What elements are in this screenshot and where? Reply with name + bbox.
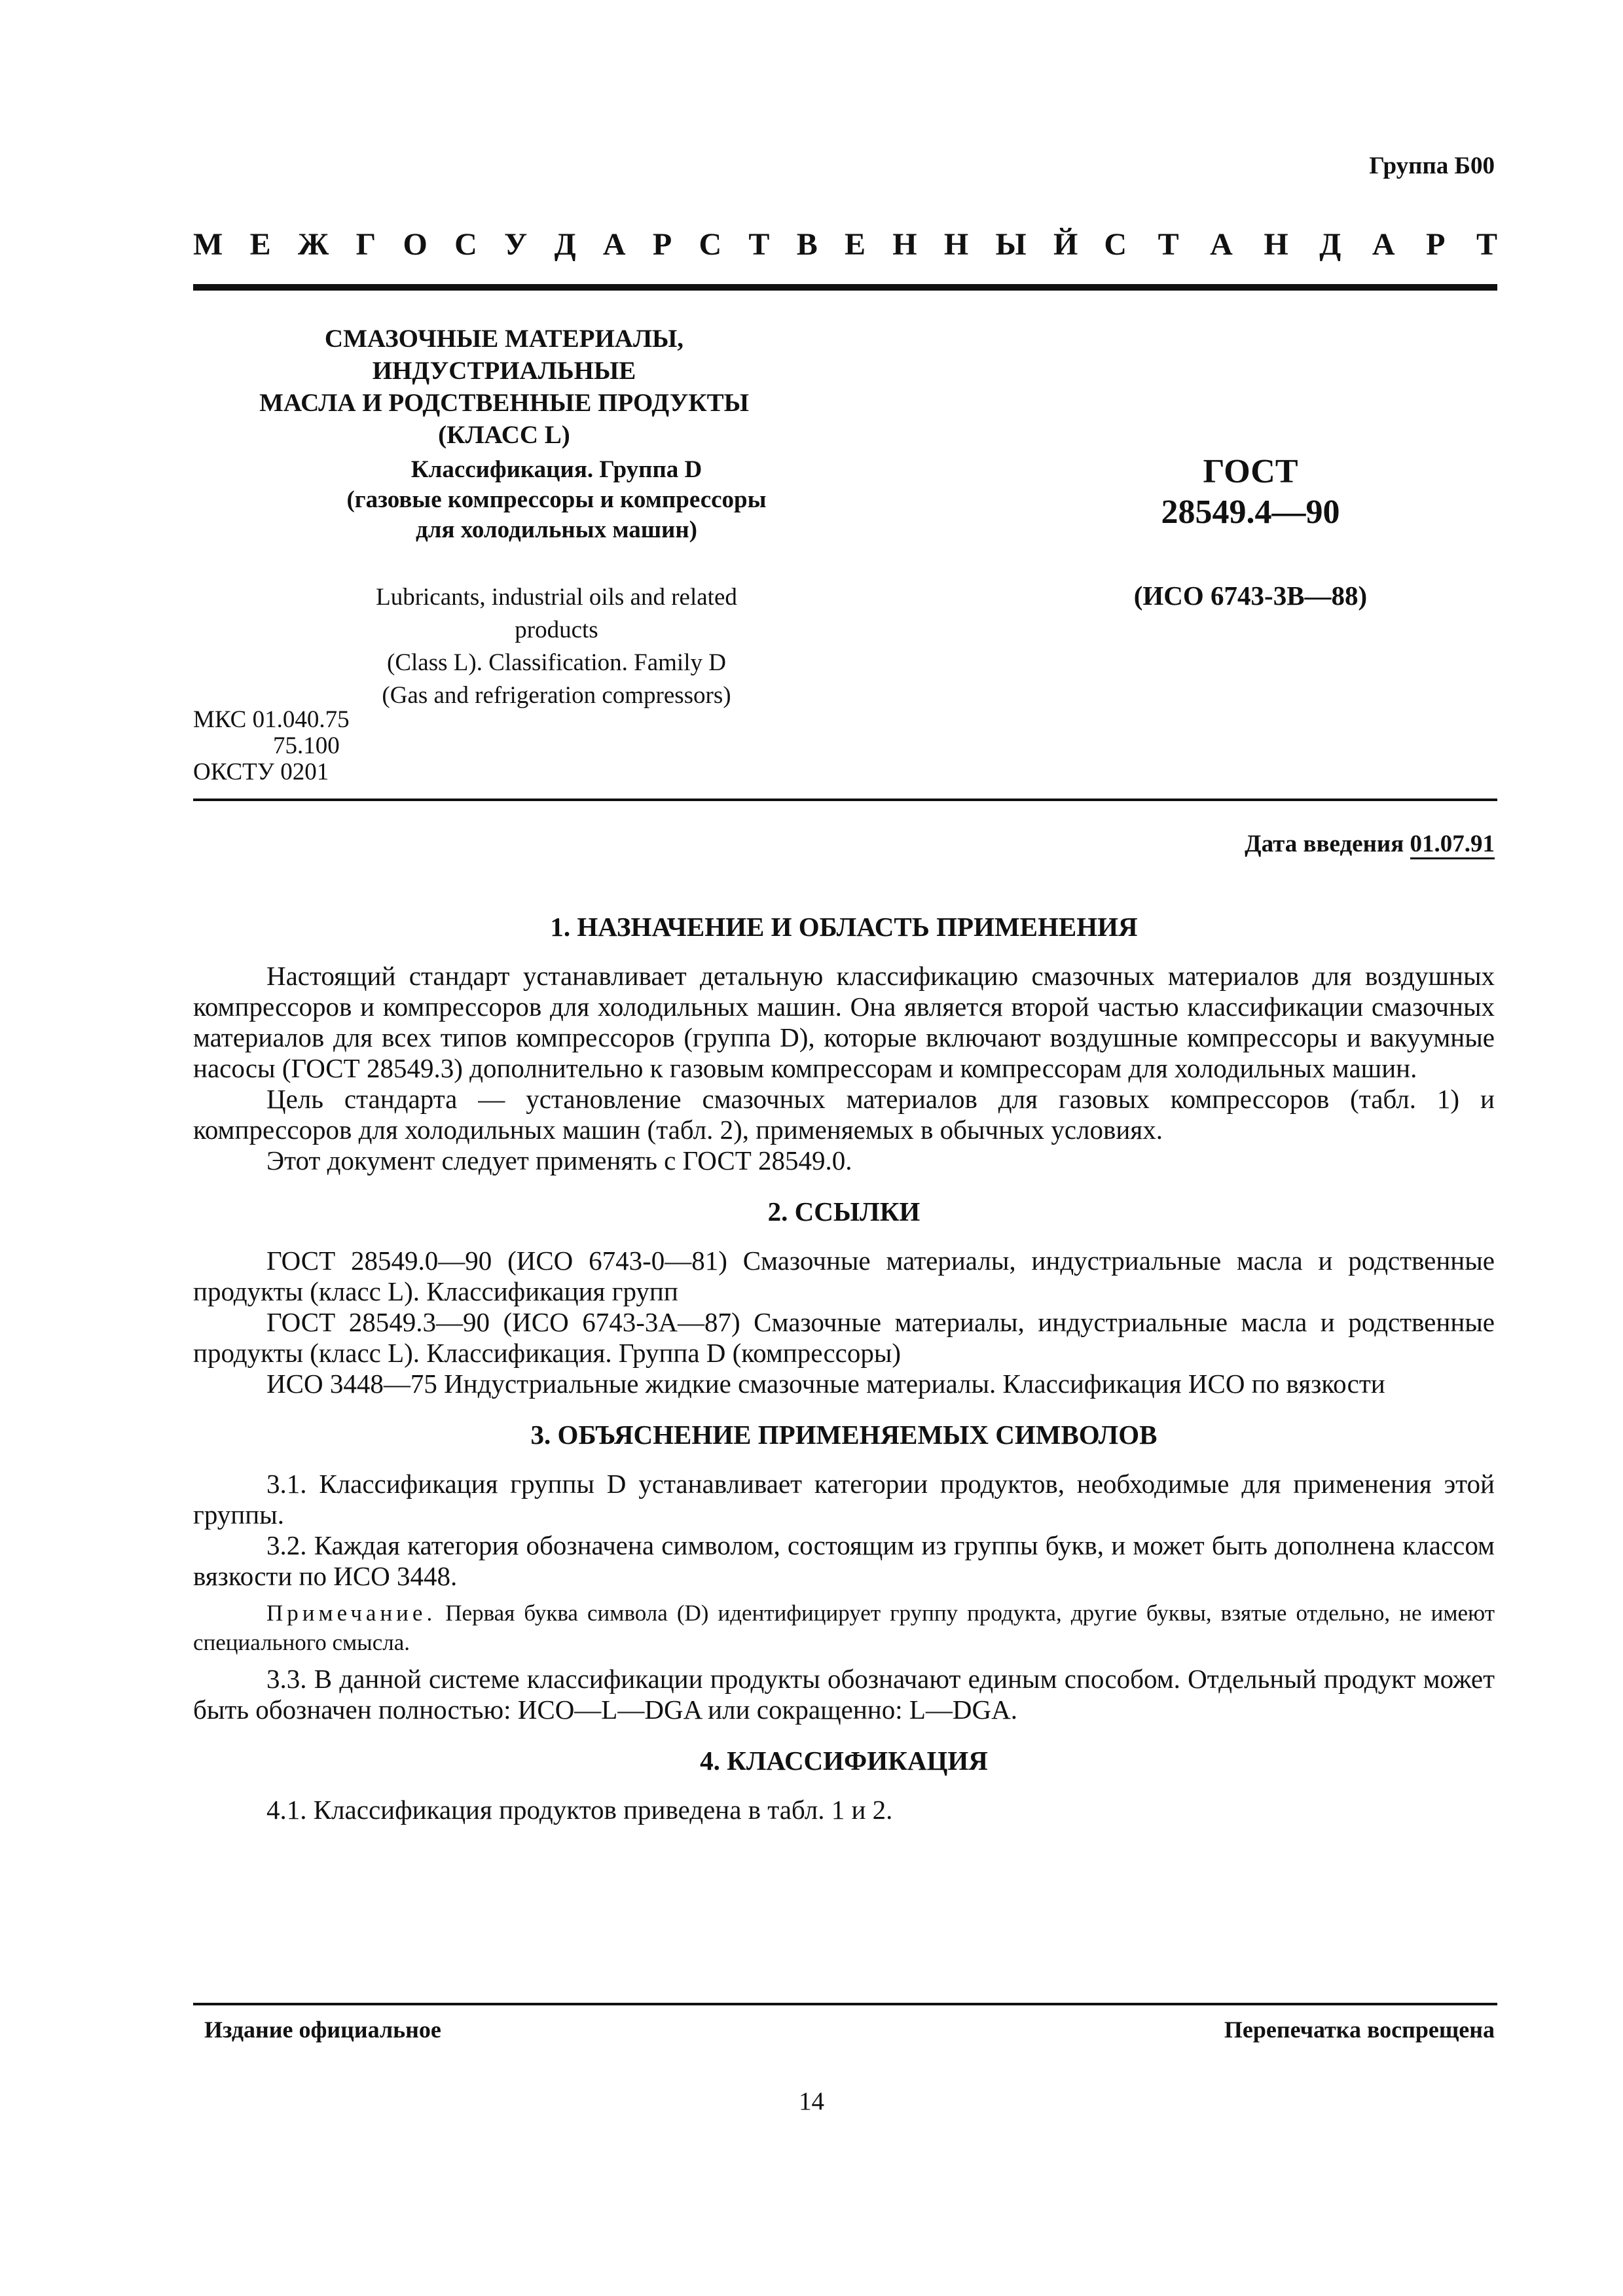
banner-letter: А: [1372, 227, 1395, 262]
banner-letter: Р: [652, 227, 672, 262]
mks-code-extra: 75.100: [273, 732, 340, 759]
mks-code: МКС 01.040.75: [193, 706, 350, 733]
section-3-note: [193, 1598, 1495, 1657]
document-body: [193, 910, 1495, 1844]
banner-letter: Т: [1476, 227, 1497, 262]
section-2: [193, 1194, 1495, 1399]
section-1-paragraph-2: Цель стандарта — установление смазочных материалов для газовых компрессоров (табл. 1) и компрессоров для холодильных машин (табл. 2), применяемых в обычных условиях.: [193, 1084, 1495, 1145]
banner-word-interstate: [193, 226, 1078, 262]
section-4-heading: 4. КЛАССИФИКАЦИЯ: [700, 1746, 988, 1776]
section-2-paragraph-1: ГОСТ 28549.0—90 (ИСО 6743-0—81) Смазочные материалы, индустриальные масла и родственные продукты (класс L). Классификация групп: [193, 1246, 1495, 1306]
note-label: Примечание.: [266, 1600, 437, 1626]
iso-designation: (ИСО 6743-3В—88): [1133, 581, 1368, 611]
introduction-date: [1245, 830, 1495, 858]
banner-letter: Е: [844, 227, 866, 262]
banner-letter: Н: [892, 227, 917, 262]
footer-rule: [193, 2003, 1497, 2005]
banner-letter: О: [403, 227, 428, 262]
section-2-heading: 2. ССЫЛКИ: [767, 1196, 921, 1227]
banner-letter: А: [602, 227, 626, 262]
document-title: [249, 323, 759, 451]
banner-letter: В: [796, 227, 818, 262]
banner-letter: С: [454, 227, 477, 262]
banner-letter: Ы: [995, 227, 1027, 262]
page-number: 14: [799, 2087, 824, 2115]
subtitle-line-3: для холодильных машин): [416, 516, 697, 543]
banner-letter: Р: [1426, 227, 1446, 262]
banner-letter: С: [699, 227, 722, 262]
section-4-paragraph-1: 4.1. Классификация продуктов приведена в табл. 1 и 2.: [266, 1795, 893, 1825]
banner-letter: Н: [943, 227, 969, 262]
english-title: [340, 581, 773, 712]
banner-letter: Е: [249, 227, 271, 262]
standard-banner: [193, 226, 1497, 262]
banner-letter: Д: [1319, 227, 1341, 262]
reprint-prohibited-label: Перепечатка воспрещена: [1224, 2017, 1495, 2043]
banner-letter: Й: [1053, 227, 1078, 262]
english-title-line-1: Lubricants, industrial oils and related products: [376, 584, 737, 643]
banner-letter: С: [1104, 227, 1127, 262]
section-3-paragraph-1: 3.1. Классификация группы D устанавливает категории продуктов, необходимые для применения этой группы.: [193, 1469, 1495, 1530]
section-3: [193, 1418, 1495, 1725]
subtitle-line-2: (газовые компрессоры и компрессоры: [346, 486, 767, 513]
section-3-paragraph-3: 3.3. В данной системе классификации продукты обозначают единым способом. Отдельный продукт может быть обозначен полностью: ИСО—L—DGA или сокращенно: L—DGA.: [193, 1664, 1495, 1725]
section-1-heading: 1. НАЗНАЧЕНИЕ И ОБЛАСТЬ ПРИМЕНЕНИЯ: [550, 912, 1138, 942]
header-rule: [193, 284, 1497, 291]
banner-letter: Н: [1264, 227, 1288, 262]
gost-number: 28549.4—90: [1161, 493, 1340, 531]
section-1: [193, 910, 1495, 1176]
section-4: [193, 1744, 1495, 1825]
banner-letter: У: [504, 227, 528, 262]
intro-date-value: 01.07.91: [1410, 831, 1495, 859]
banner-letter: А: [1210, 227, 1233, 262]
codes-rule: [193, 798, 1497, 801]
banner-letter: Д: [554, 227, 576, 262]
gost-label: ГОСТ: [1203, 453, 1298, 490]
okstu-code: ОКСТУ 0201: [193, 759, 329, 785]
classification-codes: [193, 707, 350, 785]
banner-letter: Т: [1158, 227, 1179, 262]
gost-designation: [1080, 452, 1421, 533]
section-2-paragraph-2: ГОСТ 28549.3—90 (ИСО 6743-3А—87) Смазочные материалы, индустриальные масла и родственные продукты (класс L). Классификация. Группа D (компрессоры): [193, 1307, 1495, 1368]
banner-letter: Г: [356, 227, 376, 262]
title-line-1: СМАЗОЧНЫЕ МАТЕРИАЛЫ, ИНДУСТРИАЛЬНЫЕ: [324, 325, 684, 385]
banner-letter: Т: [748, 227, 770, 262]
section-1-paragraph-3: Этот документ следует применять с ГОСТ 28549.0.: [266, 1145, 852, 1175]
note-text: Первая буква символа (D) идентифицирует группу продукта, другие буквы, взятые отдельно, не имеют специального смысла.: [193, 1600, 1495, 1655]
english-title-line-2: (Class L). Classification. Family D: [387, 649, 726, 676]
intro-date-label: Дата введения: [1245, 831, 1404, 857]
title-line-3: (КЛАСС L): [438, 421, 570, 449]
banner-letter: Ж: [297, 227, 329, 262]
banner-word-standard: [1104, 226, 1497, 262]
section-3-heading: 3. ОБЪЯСНЕНИЕ ПРИМЕНЯЕМЫХ СИМВОЛОВ: [530, 1420, 1158, 1450]
english-title-line-3: (Gas and refrigeration compressors): [382, 682, 731, 709]
title-line-2: МАСЛА И РОДСТВЕННЫЕ ПРОДУКТЫ: [259, 389, 749, 417]
subtitle-line-1: Классификация. Группа D: [410, 456, 702, 483]
group-label: Группа Б00: [1369, 152, 1495, 179]
document-subtitle: [340, 455, 773, 545]
banner-letter: М: [193, 227, 223, 262]
official-edition-label: Издание официальное: [204, 2017, 441, 2043]
section-3-paragraph-2: 3.2. Каждая категория обозначена символом, состоящим из группы букв, и может быть дополнена классом вязкости по ИСО 3448.: [193, 1530, 1495, 1591]
section-2-paragraph-3: ИСО 3448—75 Индустриальные жидкие смазочные материалы. Классификация ИСО по вязкости: [266, 1369, 1385, 1399]
section-1-paragraph-1: Настоящий стандарт устанавливает детальную классификацию смазочных материалов для воздушных компрессоров и компрессоров для холодильных машин. Она является второй частью классификации смазочных материалов для всех типов компрессоров (группа D), которые включают воздушные компрессоры и вакуумные насосы (ГОСТ 28549.3) дополнительно к газовым компрессорам и компрессорам для холодильных машин.: [193, 961, 1495, 1083]
